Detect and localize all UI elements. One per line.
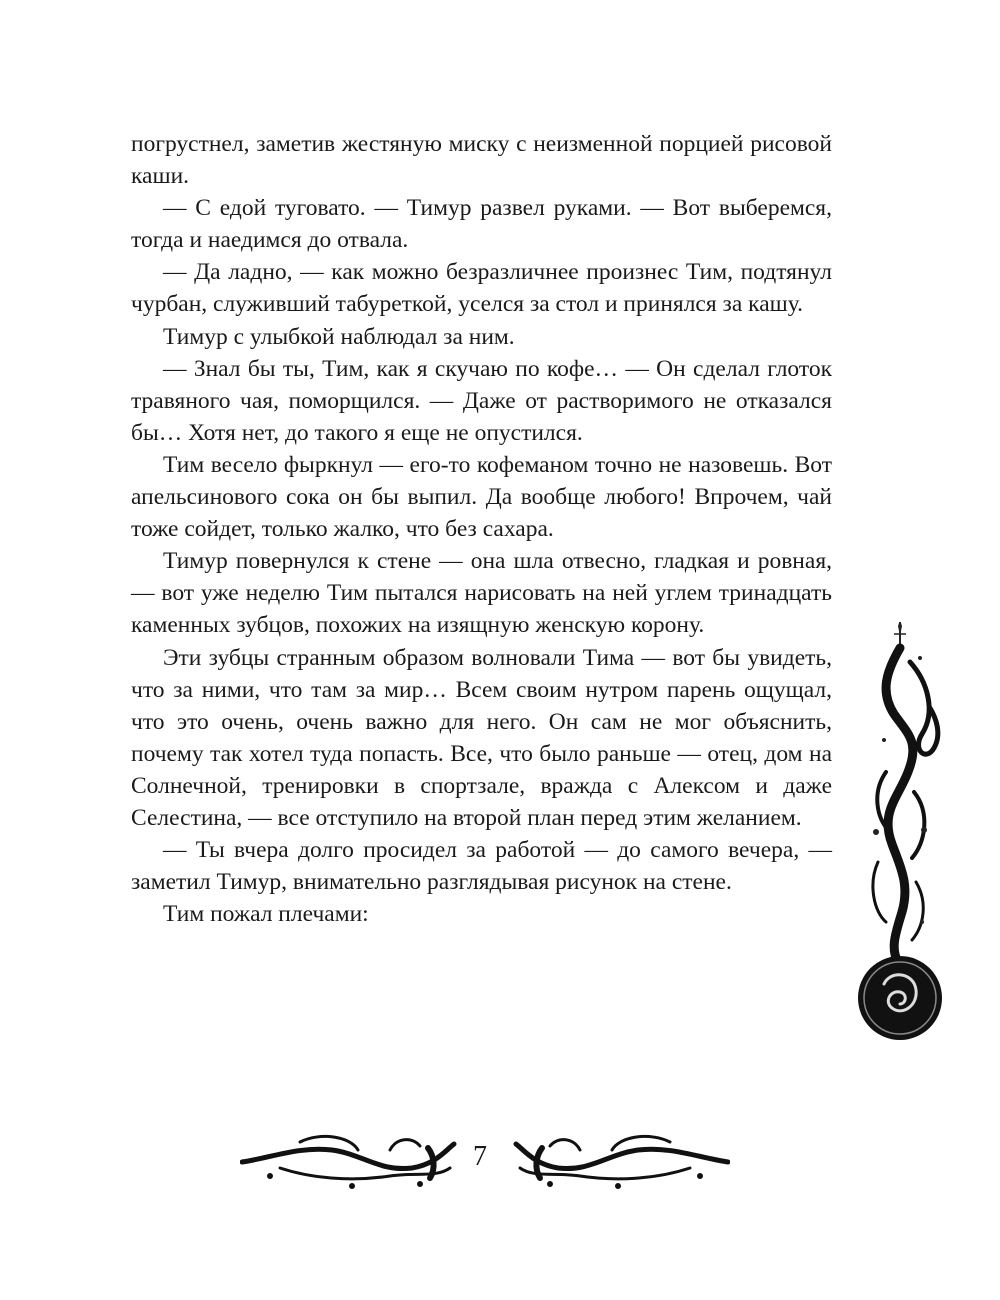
paragraph-4: Тимур с улыбкой наблюдал за ним. <box>163 323 515 350</box>
paragraph-2: — С едой туговато. — Тимур развел руками. — Вот выберемся, тогда и наедимся до отвала. <box>131 195 832 254</box>
flourish-right-icon <box>516 1136 728 1189</box>
paragraph-8: Эти зубцы странным образом волновали Тима — вот бы увидеть, что за ними, что там за мир… Всем своим нутром парень ощущал, что это очень, очень важно для него. Он сам не мог объяснить, почему так хотел туда попасть. Все, что было раньше — отец, дом на Солнечной, тренировки в спортзале, вражда с Алексом и даже Селестина, — все отступило на второй план перед этим желанием. <box>131 644 832 831</box>
paragraph-6: Тим весело фыркнул — его-то кофеманом точно не назовешь. Вот апельсинового сока он бы выпил. Да вообще любого! Впрочем, чай тоже сойдет, только жалко, что без сахара. <box>131 451 832 543</box>
flourish-left-icon <box>242 1136 454 1189</box>
body-text <box>131 128 832 930</box>
paragraph-1: погрустнел, заметив жестяную миску с неизменной порцией рисовой каши. <box>131 131 832 190</box>
paragraph-5: — Знал бы ты, Тим, как я скучаю по кофе… — Он сделал глоток травяного чая, поморщился. — Даже от растворимого не отказался бы… Хотя нет, до такого я еще не опустился. <box>131 355 832 446</box>
paragraph-7: Тимур повернулся к стене — она шла отвесно, гладкая и ровная, — вот уже неделю Тим пытался нарисовать на ней углем тринадцать каменных зубцов, похожих на изящную женскую корону. <box>131 548 832 639</box>
page-number: 7 <box>473 1141 487 1172</box>
paragraph-9: — Ты вчера долго просидел за работой — до самого вечера, — заметил Тимур, внимательно разглядывая рисунок на стене. <box>131 837 832 896</box>
paragraph-10: Тим пожал плечами: <box>163 901 369 928</box>
paragraph-3: — Да ладно, — как можно безразличнее произнес Тим, подтянул чурбан, служивший табуреткой, уселся за стол и принялся за кашу. <box>131 259 832 318</box>
swirl-ornament-icon <box>850 622 950 1052</box>
